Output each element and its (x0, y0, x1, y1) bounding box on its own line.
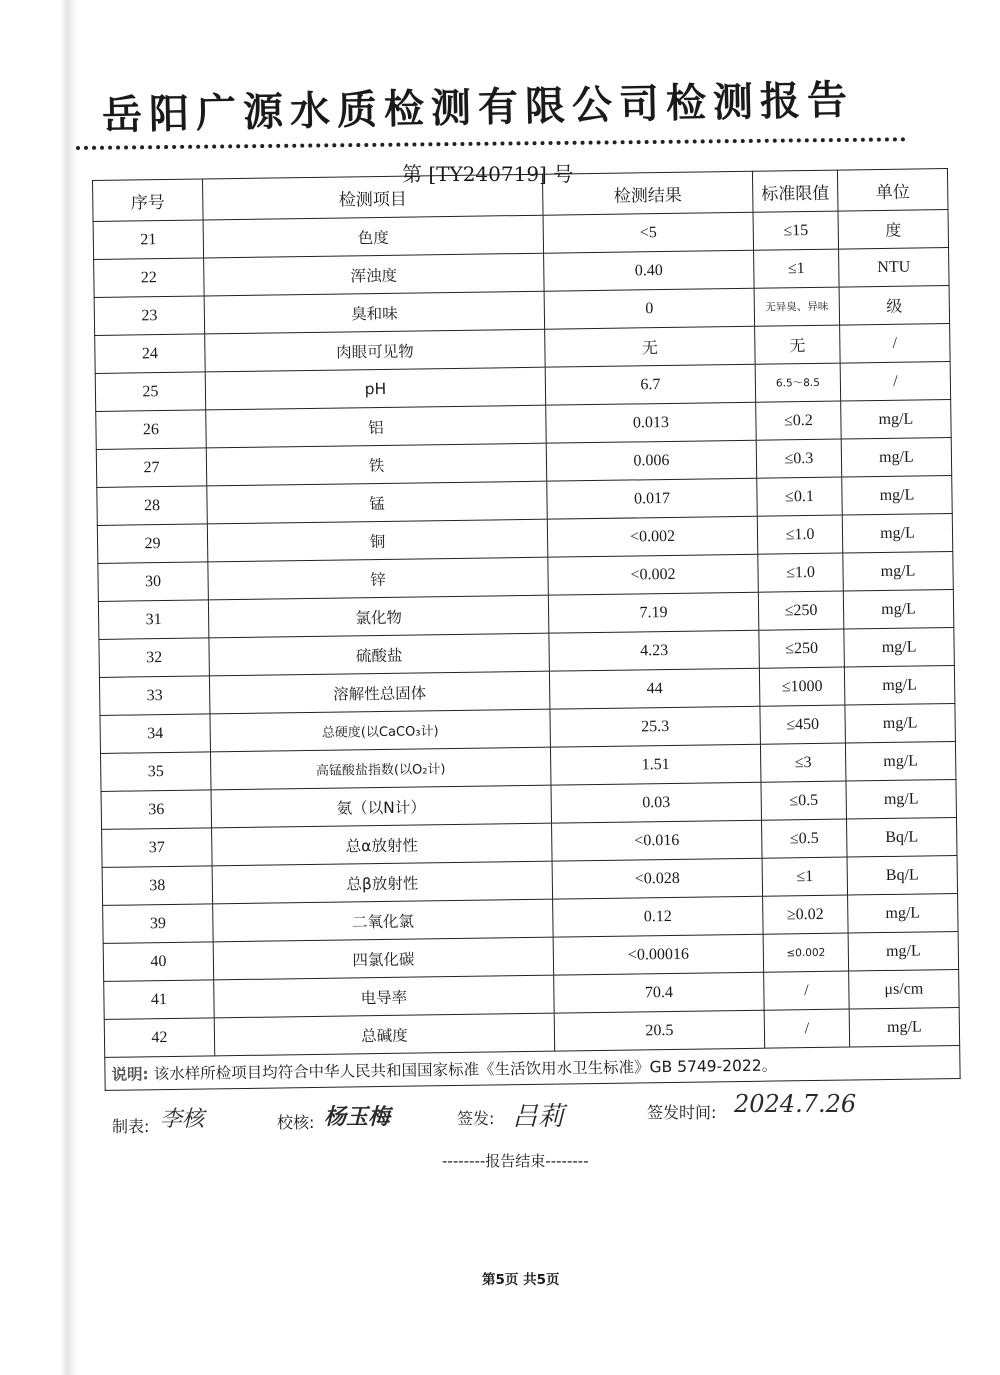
checked-by-label: 校核: (277, 1113, 315, 1132)
prepared-by-signature: 李核 (160, 1107, 205, 1132)
row-number-cell: 27 (96, 448, 207, 488)
remark-text: 该水样所检项目均符合中华人民共和国国家标准《生活饮用水卫生标准》GB 5749-2022。 (153, 1056, 778, 1084)
row-number-cell: 40 (103, 942, 214, 982)
test-item-cell: 硫酸盐 (209, 633, 549, 676)
signature-block (112, 1092, 912, 1142)
test-item-cell: 溶解性总固体 (209, 671, 549, 714)
test-item-cell: 高锰酸盐指数(以O₂计) (210, 747, 550, 790)
standard-limit-cell: ≤0.5 (761, 781, 847, 820)
test-item-cell: 铜 (207, 519, 547, 562)
issued-by-label: 签发: (457, 1109, 495, 1128)
standard-limit-cell: ≤15 (753, 211, 839, 250)
header-unit: 单位 (837, 169, 948, 212)
row-number-cell: 21 (93, 220, 204, 260)
report-page (72, 0, 1000, 1375)
row-number-cell: 41 (104, 980, 215, 1020)
test-item-cell: 锰 (207, 481, 547, 524)
row-number-cell: 33 (99, 676, 210, 716)
test-result-cell: <0.016 (552, 820, 763, 861)
test-result-cell: 4.23 (549, 630, 760, 671)
row-number-cell: 32 (99, 638, 210, 678)
standard-limit-cell: ≤1.0 (758, 553, 844, 592)
standard-limit-cell: ≤0.1 (757, 477, 843, 516)
row-number-cell: 24 (95, 334, 206, 374)
row-number-cell: 38 (102, 866, 213, 906)
unit-cell: mg/L (844, 628, 955, 668)
unit-cell: mg/L (841, 438, 952, 478)
standard-limit-cell: 无 (755, 325, 841, 364)
standard-limit-cell: ≤450 (760, 705, 846, 744)
header-no: 序号 (93, 179, 204, 222)
test-result-cell: 25.3 (550, 706, 761, 747)
row-number-cell: 22 (94, 258, 205, 298)
unit-cell: / (840, 362, 951, 402)
row-number-cell: 23 (94, 296, 205, 336)
standard-limit-cell: ≥0.02 (763, 895, 849, 934)
prepared-by-label: 制表: (112, 1117, 150, 1136)
row-number-cell: 36 (101, 790, 212, 830)
row-number-cell: 42 (104, 1018, 215, 1058)
row-number-cell: 39 (103, 904, 214, 944)
standard-limit-cell: ≤250 (759, 629, 845, 668)
unit-cell: Bq/L (847, 855, 958, 895)
report-title: 岳阳广源水质检测有限公司检测报告 (101, 77, 855, 139)
title-dotted-rule (76, 137, 906, 150)
row-number-cell: 37 (102, 828, 213, 868)
test-item-cell: pH (205, 367, 545, 410)
row-number-cell: 25 (95, 372, 206, 412)
test-result-cell: 7.19 (548, 592, 759, 633)
test-item-cell: 总硬度(以CaCO₃计) (210, 709, 550, 752)
unit-cell: 度 (838, 210, 949, 250)
test-item-cell: 铁 (206, 443, 546, 486)
row-number-cell: 29 (97, 524, 208, 564)
test-result-cell: 0 (544, 288, 755, 329)
test-item-cell: 四氯化碳 (213, 937, 553, 980)
test-item-cell: 臭和味 (204, 291, 544, 334)
test-result-cell: <0.002 (547, 516, 758, 557)
standard-limit-cell: ≤1 (754, 249, 840, 288)
test-result-cell: 0.013 (546, 402, 757, 443)
test-result-cell: 0.40 (544, 250, 755, 291)
standard-limit-cell: / (764, 1009, 850, 1048)
standard-limit-cell: ≤1 (762, 857, 848, 896)
test-result-cell: 1.51 (550, 744, 761, 785)
standard-limit-cell: ≤250 (758, 591, 844, 630)
unit-cell: mg/L (848, 893, 959, 933)
checked-by-signature: 杨玉梅 (324, 1104, 391, 1130)
test-item-cell: 氨（以N计） (211, 785, 551, 828)
unit-cell: mg/L (846, 779, 957, 819)
unit-cell: mg/L (848, 931, 959, 971)
test-item-cell: 电导率 (214, 975, 554, 1018)
standard-limit-cell: 6.5～8.5 (755, 363, 841, 402)
test-item-cell: 锌 (208, 557, 548, 600)
test-result-cell: <0.028 (552, 858, 763, 899)
standard-limit-cell: / (764, 971, 850, 1010)
test-result-cell: 无 (545, 326, 756, 367)
issued-by-signature: 吕莉 (512, 1102, 565, 1132)
row-number-cell: 26 (96, 410, 207, 450)
test-item-cell: 肉眼可见物 (205, 329, 545, 372)
test-result-cell: 6.7 (545, 364, 756, 405)
standard-limit-cell: ≤0.3 (756, 439, 842, 478)
standard-limit-cell: ≤0.002 (763, 933, 849, 972)
unit-cell: mg/L (845, 741, 956, 781)
unit-cell: mg/L (842, 476, 953, 516)
unit-cell: mg/L (842, 514, 953, 554)
header-item: 检测项目 (202, 174, 543, 220)
report-end-marker: --------报告结束-------- (442, 1152, 589, 1170)
test-result-cell: 0.03 (551, 782, 762, 823)
header-result: 检测结果 (542, 171, 753, 215)
test-item-cell: 铝 (206, 405, 546, 448)
test-result-cell: 0.017 (547, 478, 758, 519)
row-number-cell: 35 (101, 752, 212, 792)
unit-cell: mg/L (843, 552, 954, 592)
unit-cell: / (840, 324, 951, 364)
row-number-cell: 31 (98, 600, 209, 640)
test-item-cell: 二氧化氯 (213, 899, 553, 942)
row-number-cell: 28 (97, 486, 208, 526)
test-item-cell: 总碱度 (214, 1013, 554, 1056)
report-number: 第 [TY240719] 号 (402, 162, 574, 186)
test-result-cell: <0.002 (548, 554, 759, 595)
page-number: 第5页 共5页 (482, 1272, 560, 1288)
unit-cell: mg/L (845, 704, 956, 744)
row-number-cell: 30 (98, 562, 209, 602)
unit-cell: mg/L (843, 590, 954, 630)
unit-cell: Bq/L (846, 817, 957, 857)
unit-cell: mg/L (841, 400, 952, 440)
standard-limit-cell: ≤0.2 (756, 401, 842, 440)
standard-limit-cell: ≤3 (760, 743, 846, 782)
test-result-cell: 44 (549, 668, 760, 709)
test-result-cell: 70.4 (554, 972, 765, 1013)
standard-limit-cell: ≤0.5 (762, 819, 848, 858)
row-number-cell: 34 (100, 714, 211, 754)
unit-cell: mg/L (844, 666, 955, 706)
issue-date-label: 签发时间: (647, 1103, 717, 1122)
test-item-cell: 总α放射性 (212, 823, 552, 866)
test-result-cell: 20.5 (554, 1010, 765, 1051)
test-result-cell: <5 (543, 212, 754, 253)
test-item-cell: 浑浊度 (204, 253, 544, 296)
results-table-wrapper (92, 168, 961, 1091)
standard-limit-cell: ≤1.0 (757, 515, 843, 554)
test-item-cell: 氯化物 (208, 595, 548, 638)
header-limit: 标准限值 (752, 170, 838, 212)
standard-limit-cell: 无异臭、异味 (754, 287, 840, 326)
test-item-cell: 色度 (203, 215, 543, 258)
results-table (92, 168, 961, 1091)
unit-cell: mg/L (849, 1007, 960, 1047)
unit-cell: NTU (839, 248, 950, 288)
remark-label: 说明: (111, 1065, 149, 1084)
test-result-cell: <0.00016 (553, 934, 764, 975)
test-item-cell: 总β放射性 (212, 861, 552, 904)
issue-date-value: 2024.7.26 (734, 1090, 857, 1118)
unit-cell: μs/cm (849, 969, 960, 1009)
unit-cell: 级 (839, 286, 950, 326)
test-result-cell: 0.006 (546, 440, 757, 481)
standard-limit-cell: ≤1000 (759, 667, 845, 706)
test-result-cell: 0.12 (553, 896, 764, 937)
